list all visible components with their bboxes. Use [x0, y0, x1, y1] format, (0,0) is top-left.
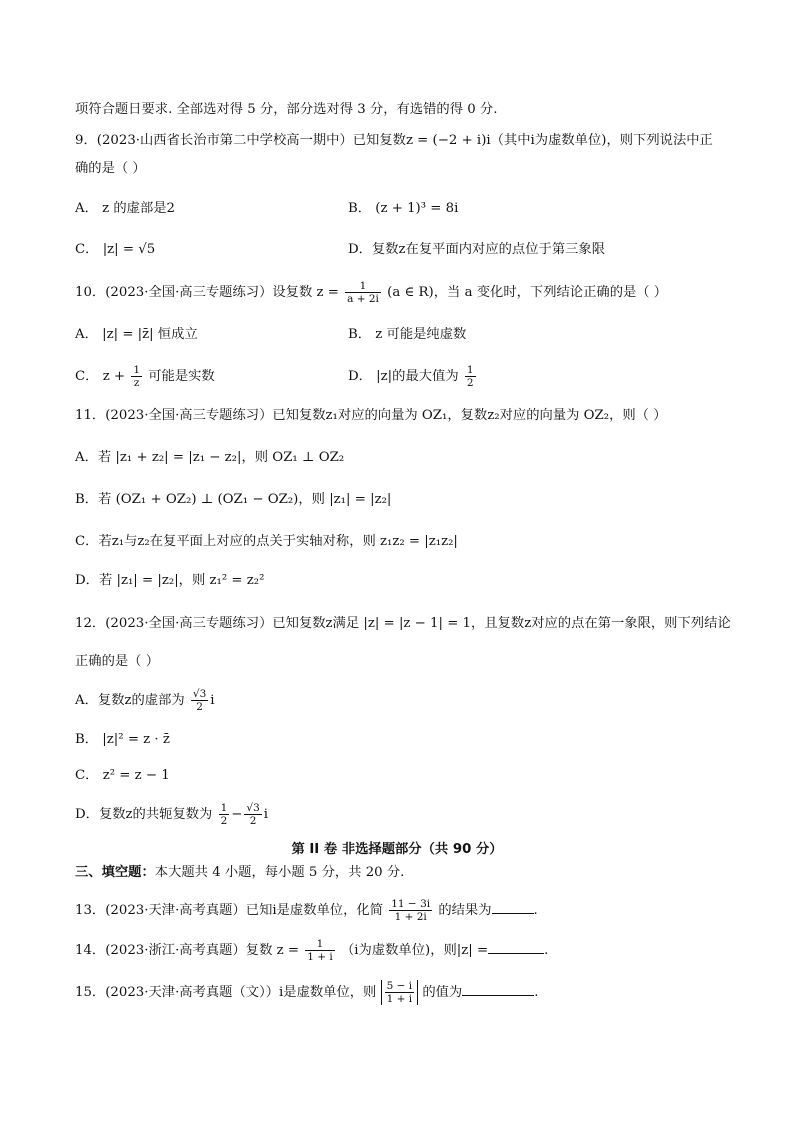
q14-pre: 14．(2023·浙江·高考真题）复数: [75, 943, 273, 958]
q13-answer-blank[interactable]: [492, 901, 534, 914]
q14-end: .: [544, 943, 549, 958]
q9-stem-part2: （其中i为虚数单位)，则下列说法中正: [490, 133, 713, 148]
section-3-label: 三、填空题：: [75, 865, 155, 880]
q12-d-post: i: [263, 807, 269, 822]
q15-den: 1 + i: [386, 993, 413, 1005]
q10-option-b: B． z 可能是纯虚数: [348, 327, 467, 342]
q10-option-d: [348, 364, 478, 389]
question-14: [75, 938, 548, 963]
q9-option-b: B． (z + 1)³ = 8i: [348, 201, 459, 216]
q10-d-pre: D． |z|的最大值为: [348, 369, 459, 384]
q14-answer-blank[interactable]: [488, 941, 544, 954]
q12-option-a: [75, 688, 215, 713]
section-3-text: 本大题共 4 小题，每小题 5 分，共 20 分.: [154, 865, 405, 880]
q13-end: .: [533, 903, 538, 918]
q15-num: 5 − i: [386, 980, 413, 992]
q10-c-fraction: [131, 364, 142, 389]
q11-option-b: B．若 (OZ₁ + OZ₂) ⊥ (OZ₁ − OZ₂)，则 |z₁| = |z₂|: [75, 492, 392, 507]
section-3-header: [75, 863, 404, 883]
q15-post: 的值为: [422, 985, 463, 1000]
q14-den: 1 + i: [307, 951, 333, 963]
q10-frac-den: a + 2i: [347, 293, 379, 305]
q15-pre: 15．(2023·天津·高考真题（文））i是虚数单位，则: [75, 985, 377, 1000]
question-11-stem: 11．(2023·全国·高三专题练习）已知复数z₁对应的向量为 OZ₁，复数z₂对应的向量为 OZ₂，则（ ）: [75, 408, 667, 423]
q13-fraction: [389, 898, 432, 923]
q12-a-pre: A．复数z的虚部为: [75, 693, 185, 708]
q15-abs-bars: [381, 980, 419, 1005]
q10-c-pre: C． z +: [75, 369, 126, 384]
q10-c-num: 1: [133, 364, 140, 376]
q12-d-num-1: 1: [220, 802, 228, 814]
q10-d-den: 2: [466, 377, 474, 389]
q9-option-c: C． |z| = √5: [75, 242, 156, 257]
section-instructions: 项符合题日要求. 全部选对得 5 分，部分选对得 3 分，有选错的得 0 分.: [75, 102, 498, 117]
q12-d-minus: −: [231, 807, 243, 822]
q12-stem-line2: 正确的是（ ）: [75, 654, 160, 669]
q15-end: .: [534, 985, 539, 1000]
q9-stem-line2: 确的是（ ）: [75, 161, 146, 176]
q13-pre: 13．(2023·天津·高考真题）已知i是虚数单位，化简: [75, 903, 383, 918]
q12-a-num: √3: [192, 688, 207, 700]
q14-num: 1: [305, 938, 335, 951]
q9-stem-part1: 9．(2023·山西省长治市第二中学校高一期中）已知复数: [75, 133, 406, 148]
q15-answer-blank[interactable]: [462, 983, 534, 996]
q11-option-c: C．若z₁与z₂在复平面上对应的点关于实轴对称，则 z₁z₂ = |z₁z₂|: [75, 534, 458, 549]
q11-option-a: A．若 |z₁ + z₂| = |z₁ − z₂|，则 OZ₁ ⊥ OZ₂: [75, 450, 345, 465]
q10-d-fraction: [465, 364, 476, 389]
question-13: [75, 898, 538, 923]
q10-stem-part2: ，当 a 变化时，下列结论正确的是（ ）: [433, 285, 668, 300]
q10-z-eq: z =: [316, 285, 339, 300]
q13-den: 1 + 2i: [394, 911, 427, 923]
q10-option-a: A． |z| = |z̄| 恒成立: [75, 327, 198, 342]
q12-d-num-2: √3: [246, 802, 260, 814]
q14-z-eq: z =: [276, 943, 299, 958]
part-2-title: 第 II 卷 非选择题部分（共 90 分）: [291, 842, 503, 857]
q10-option-c: [75, 364, 215, 389]
q12-d-den-2: 2: [249, 815, 257, 827]
q9-option-d: D．复数z在复平面内对应的点位于第三象限: [348, 242, 606, 257]
q12-option-b: B． |z|² = z · z̄: [75, 732, 170, 747]
q12-a-den: 2: [196, 701, 203, 713]
question-12-stem: 12．(2023·全国·高三专题练习）已知复数z满足 |z| = |z − 1| = 1，且复数z对应的点在第一象限，则下列结论: [75, 616, 731, 631]
q10-stem-part1: 10．(2023·全国·高三专题练习）设复数: [75, 285, 313, 300]
q13-post: 的结果为: [438, 903, 492, 918]
q12-d-fraction-2: [244, 802, 261, 827]
question-9-stem: [75, 131, 713, 151]
q12-d-fraction-1: [219, 802, 230, 827]
q9-expression: z = (−2 + i)i: [405, 133, 491, 148]
question-10-stem: [75, 280, 667, 305]
q10-frac-num: 1: [345, 280, 381, 293]
q9-option-a: A． z 的虚部是2: [75, 201, 176, 216]
q10-fraction: [345, 280, 381, 305]
q12-d-pre: D．复数z的共轭复数为: [75, 807, 213, 822]
q13-num: 11 − 3i: [391, 898, 431, 910]
q10-c-den: z: [133, 377, 140, 389]
question-15: [75, 980, 538, 1005]
q10-condition: (a ∈ R): [387, 285, 434, 300]
q12-option-d: [75, 802, 268, 827]
q14-post: （i为虚数单位)，则|z| =: [340, 943, 489, 958]
q15-fraction: [385, 980, 415, 1005]
q14-fraction: [305, 938, 335, 963]
q10-c-post: 可能是实数: [148, 369, 215, 384]
q12-a-post: i: [210, 693, 215, 708]
q11-option-d: D．若 |z₁| = |z₂|，则 z₁² = z₂²: [75, 573, 265, 588]
q10-d-num: 1: [466, 364, 474, 376]
q12-option-c: C． z² = z − 1: [75, 768, 170, 783]
q12-d-den-1: 2: [220, 815, 228, 827]
q12-a-fraction: [191, 688, 208, 713]
